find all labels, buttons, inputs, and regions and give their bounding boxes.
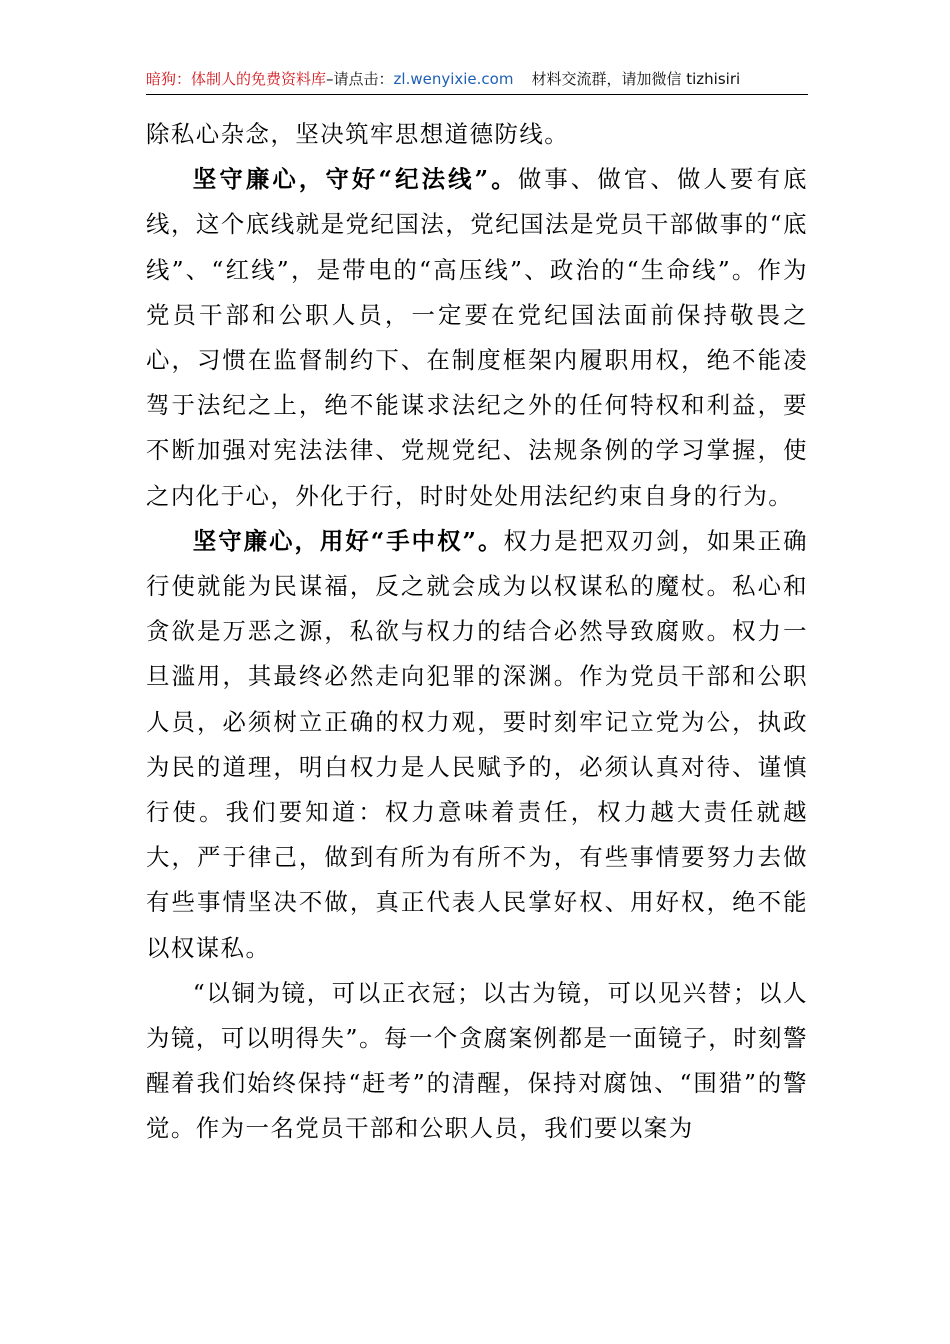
paragraph-heading: 坚守廉心，用好“手中权”。 (192, 526, 504, 555)
paragraph-text: 做事、做官、做人要有底线，这个底线就是党纪国法，党纪国法是党员干部做事的“底线”、“红线”，是带电的“高压线”、政治的“生命线”。作为党员干部和公职人员，一定要在党纪国法面前保持敬畏之心，习惯在监督制约下、在制度框架内履职用权，绝不能凌驾于法纪之上，绝不能谋求法纪之外的任何特权和利益，要不断加强对宪法法律、党规党纪、法规条例的学习掌握，使之内化于心，外化于行，时时处处用法纪约束自身的行为。 (146, 165, 808, 510)
paragraph-text: 权力是把双刃剑，如果正确行使就能为民谋福，反之就会成为以权谋私的魔杖。私心和贪欲是万恶之源，私欲与权力的结合必然导致腐败。权力一旦滥用，其最终必然走向犯罪的深渊。作为党员干部和公职人员，必须树立正确的权力观，要时刻牢记立党为公，执政为民的道理，明白权力是人民赋予的，必须认真对待、谨慎行使。我们要知道：权力意味着责任，权力越大责任就越大，严于律己，做到有所为有所不为，有些事情要努力去做有些事情坚决不做，真正代表人民掌好权、用好权，绝不能以权谋私。 (146, 526, 808, 962)
paragraph-continuation (146, 112, 808, 157)
page-header (146, 64, 808, 95)
paragraph-mirror-quote (146, 971, 808, 1152)
header-source-label: 暗狗：体制人的免费资料库 (146, 70, 327, 88)
paragraph-heading: 坚守廉心，守好“纪法线”。 (192, 165, 518, 194)
body-text (146, 112, 808, 1152)
paragraph-text: “以铜为镜，可以正衣冠；以古为镜，可以见兴替；以人为镜，可以明得失”。每一个贪腐案例都是一面镜子，时刻警醒着我们始终保持“赶考”的清醒，保持对腐蚀、“围猎”的警觉。作为一名党员干部和公职人员，我们要以案为 (146, 978, 808, 1143)
paragraph-text: 除私心杂念，坚决筑牢思想道德防线。 (146, 120, 570, 148)
header-site-link[interactable]: zl.wenyixie.com (393, 70, 514, 88)
header-group-note: 材料交流群，请加微信 tizhisiri (531, 70, 741, 88)
paragraph-power-use (146, 519, 808, 971)
header-prompt: –请点击： (326, 70, 394, 88)
paragraph-discipline-line (146, 157, 808, 519)
